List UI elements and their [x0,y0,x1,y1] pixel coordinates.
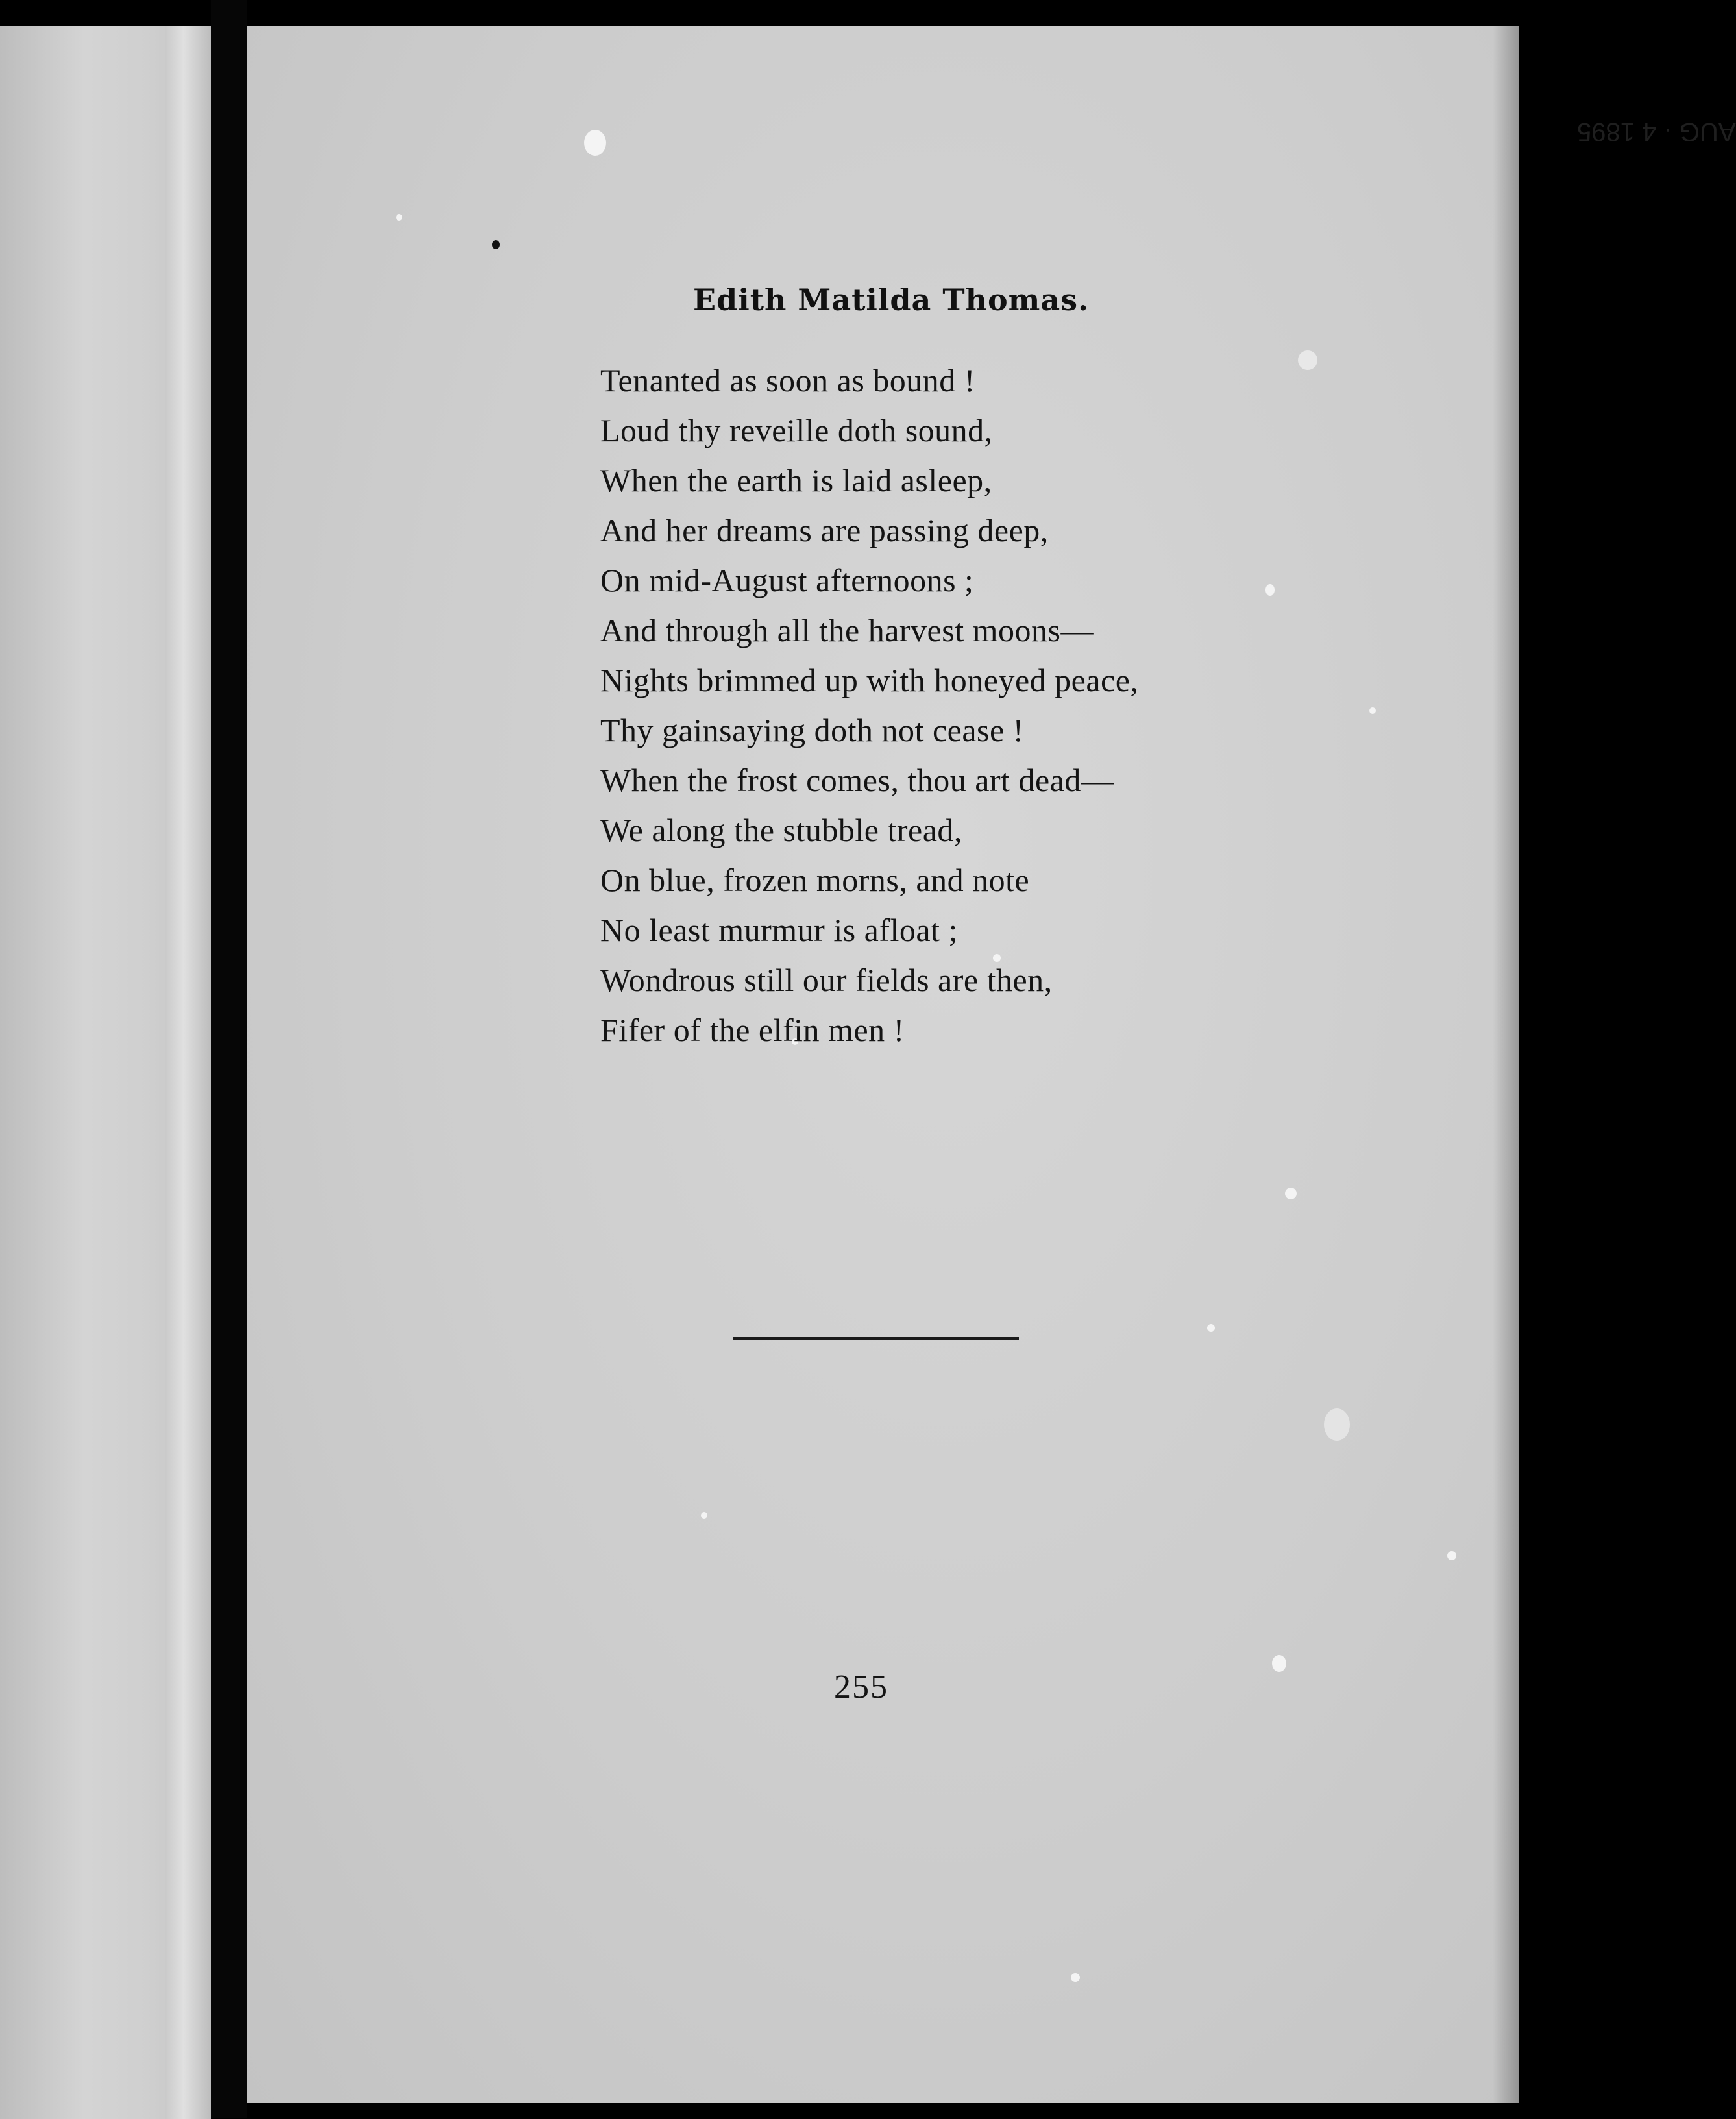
poem-line: Fifer of the elfin men ! [600,1012,905,1048]
page-number: 255 [834,1669,888,1706]
facing-page-highlight [165,26,211,2119]
dust-speck [1447,1551,1456,1560]
library-stamp: AUG · 4 1895 [1577,117,1736,146]
section-rule [733,1337,1019,1340]
poem-line: On mid-August afternoons ; [600,562,974,598]
dust-speck [1071,1973,1080,1982]
ink-spot [492,240,500,249]
poem-line: Loud thy reveille doth sound, [600,412,993,448]
dust-speck [1369,707,1376,714]
poem-line: And through all the harvest moons— [600,612,1094,648]
poem-line: When the earth is laid asleep, [600,462,992,498]
poem-line: Nights brimmed up with honeyed peace, [600,662,1139,698]
poem-line: Thy gainsaying doth not cease ! [600,712,1024,748]
dust-speck [1298,350,1317,370]
dust-speck [1272,1655,1286,1672]
dust-speck [1207,1324,1215,1332]
page-gutter [211,0,247,2118]
dust-speck [701,1512,707,1519]
dust-speck [1285,1188,1297,1199]
poem-line: Wondrous still our fields are then, [600,962,1053,998]
poem-line: We along the stubble tread, [600,812,962,848]
dust-speck [584,130,606,156]
dust-speck [396,214,402,221]
page-edge-shadow [1493,26,1519,2103]
poem-line: Tenanted as soon as bound ! [600,362,975,398]
poem-line: On blue, frozen morns, and note [600,862,1030,898]
poem-line: And her dreams are passing deep, [600,512,1049,548]
book-page [247,26,1736,2103]
poem-line: No least murmur is afloat ; [600,912,958,948]
dust-speck [1324,1408,1350,1441]
dust-speck [1265,584,1275,596]
author-heading: Edith Matilda Thomas. [693,282,1090,317]
poem-verse [600,356,1138,1055]
poem-line: When the frost comes, thou art dead— [600,762,1114,798]
